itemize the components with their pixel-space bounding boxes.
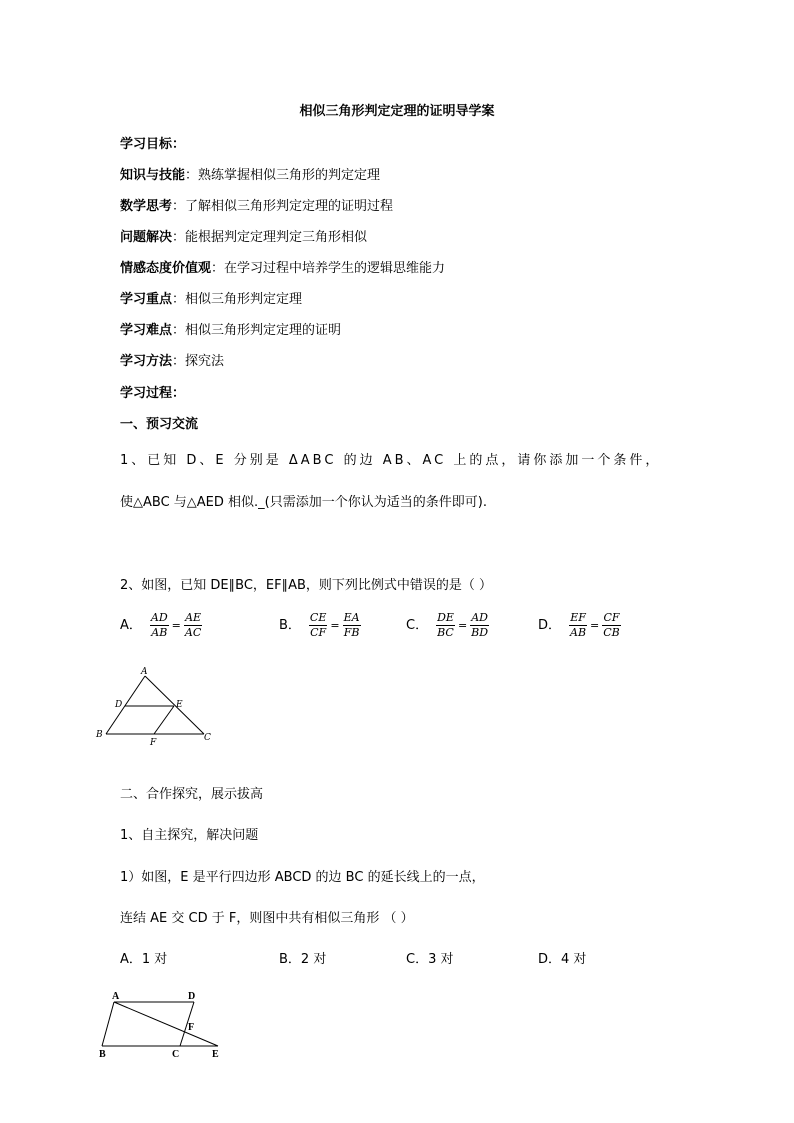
fraction-denominator: BC bbox=[437, 626, 454, 639]
section1-heading: 一、预习交流 bbox=[120, 417, 199, 432]
option-d bbox=[538, 612, 621, 639]
segment-ae bbox=[114, 1002, 218, 1046]
vertex-label-e: E bbox=[212, 1049, 219, 1060]
objective-text: ：了解相似三角形判定定理的证明过程 bbox=[172, 199, 394, 214]
segment-ef bbox=[154, 706, 174, 734]
segment-ab bbox=[102, 1002, 114, 1046]
equals-sign: = bbox=[330, 618, 340, 632]
objective-label: 知识与技能 bbox=[120, 168, 186, 183]
segment-ab bbox=[106, 676, 145, 734]
objective-text: ：相似三角形判定定理 bbox=[172, 292, 303, 307]
equals-sign: = bbox=[171, 618, 181, 632]
triangle-figure-1 bbox=[92, 664, 222, 750]
vertex-label-e: E bbox=[176, 700, 183, 710]
fraction-denominator: FB bbox=[343, 626, 360, 639]
equals-sign: = bbox=[590, 618, 600, 632]
objective-label: 学习方法 bbox=[120, 354, 173, 369]
fraction-denominator: AB bbox=[151, 626, 168, 639]
vertex-label-c: C bbox=[172, 1049, 180, 1060]
fraction-denominator: CF bbox=[310, 626, 327, 639]
objective-label: 学习难点 bbox=[120, 323, 173, 338]
fraction-right bbox=[602, 612, 621, 639]
objective-text: ：在学习过程中培养学生的逻辑思维能力 bbox=[211, 261, 446, 276]
option-b: B．2 对 bbox=[279, 952, 327, 967]
option-label: B． bbox=[279, 617, 301, 633]
vertex-label-d: D bbox=[115, 700, 123, 710]
fraction-numerator: CF bbox=[603, 611, 620, 624]
option-b bbox=[279, 612, 361, 639]
equals-sign: = bbox=[457, 618, 468, 632]
objective-line bbox=[120, 354, 224, 370]
fraction-right bbox=[470, 612, 489, 639]
fraction-right bbox=[184, 612, 202, 639]
objective-label: 数学思考 bbox=[120, 199, 173, 214]
option-label: D． bbox=[538, 617, 562, 633]
option-a bbox=[120, 612, 202, 639]
vertex-label-d: D bbox=[188, 991, 196, 1002]
fraction-right bbox=[343, 612, 361, 639]
fraction-numerator: AD bbox=[150, 611, 168, 624]
fraction-numerator: AD bbox=[471, 611, 488, 624]
page-title: 相似三角形判定定理的证明导学案 bbox=[299, 104, 495, 119]
section2-question-1-line-2: 连结 AE 交 CD 于 F，则图中共有相似三角形 （ ） bbox=[120, 911, 414, 926]
fraction-denominator: AC bbox=[184, 626, 202, 639]
objective-label: 学习重点 bbox=[120, 292, 173, 307]
vertex-label-f: F bbox=[188, 1022, 195, 1033]
question-1-line-2: 使△ABC 与△AED 相似._(只需添加一个你认为适当的条件即可). bbox=[120, 495, 487, 510]
vertex-label-a: A bbox=[112, 991, 120, 1002]
fraction-denominator: CB bbox=[603, 626, 620, 639]
fraction-numerator: EA bbox=[343, 611, 360, 624]
objective-text: ：能根据判定定理判定三角形相似 bbox=[172, 230, 368, 245]
objective-label: 问题解决 bbox=[120, 230, 173, 245]
objective-text: ：探究法 bbox=[172, 354, 225, 369]
fraction-denominator: AB bbox=[570, 626, 587, 639]
vertex-label-f: F bbox=[150, 738, 157, 748]
vertex-label-b: B bbox=[99, 1049, 106, 1060]
objective-line bbox=[120, 292, 302, 308]
section2-heading: 二、合作探究，展示拔高 bbox=[120, 787, 264, 802]
objective-line bbox=[120, 230, 367, 246]
objective-line bbox=[120, 168, 380, 184]
fraction-numerator: AE bbox=[185, 611, 202, 624]
option-d: D．4 对 bbox=[538, 952, 587, 967]
question-2-text: 2、如图，已知 DE∥BC，EF∥AB，则下列比例式中错误的是（ ） bbox=[120, 578, 493, 593]
section2-sub1: 1、自主探究，解决问题 bbox=[120, 828, 259, 843]
objective-line bbox=[120, 323, 341, 339]
objective-line bbox=[120, 261, 445, 277]
process-heading: 学习过程： bbox=[120, 386, 186, 401]
parallelogram-figure-2 bbox=[92, 986, 232, 1064]
option-a: A．1 对 bbox=[120, 952, 168, 967]
objective-label: 情感态度价值观 bbox=[120, 261, 212, 276]
option-c bbox=[406, 612, 489, 639]
fraction-left bbox=[569, 612, 587, 639]
objectives-heading: 学习目标： bbox=[120, 137, 186, 152]
fraction-numerator: DE bbox=[437, 611, 454, 624]
fraction-numerator: CE bbox=[309, 611, 327, 624]
fraction-denominator: BD bbox=[471, 626, 489, 639]
option-label: A． bbox=[120, 617, 142, 633]
question-1-line-1: 1、已知 D、E 分别是 ΔABC 的边 AB、AC 上的点，请你添加一个条件， bbox=[120, 453, 662, 468]
option-c: C．3 对 bbox=[406, 952, 454, 967]
segment-ac bbox=[145, 676, 204, 734]
vertex-label-a: A bbox=[141, 667, 148, 677]
vertex-label-c: C bbox=[204, 733, 211, 743]
vertex-label-b: B bbox=[96, 730, 103, 740]
fraction-numerator: EF bbox=[570, 611, 586, 624]
fraction-left bbox=[150, 612, 169, 639]
section2-question-1-line-1: 1）如图，E 是平行四边形 ABCD 的边 BC 的延长线上的一点， bbox=[120, 870, 485, 885]
fraction-left bbox=[436, 612, 455, 639]
fraction-left bbox=[309, 612, 327, 639]
objective-text: ：相似三角形判定定理的证明 bbox=[172, 323, 342, 338]
objective-line bbox=[120, 199, 393, 215]
objective-text: ：熟练掌握相似三角形的判定定理 bbox=[185, 168, 381, 183]
option-label: C． bbox=[406, 617, 429, 633]
